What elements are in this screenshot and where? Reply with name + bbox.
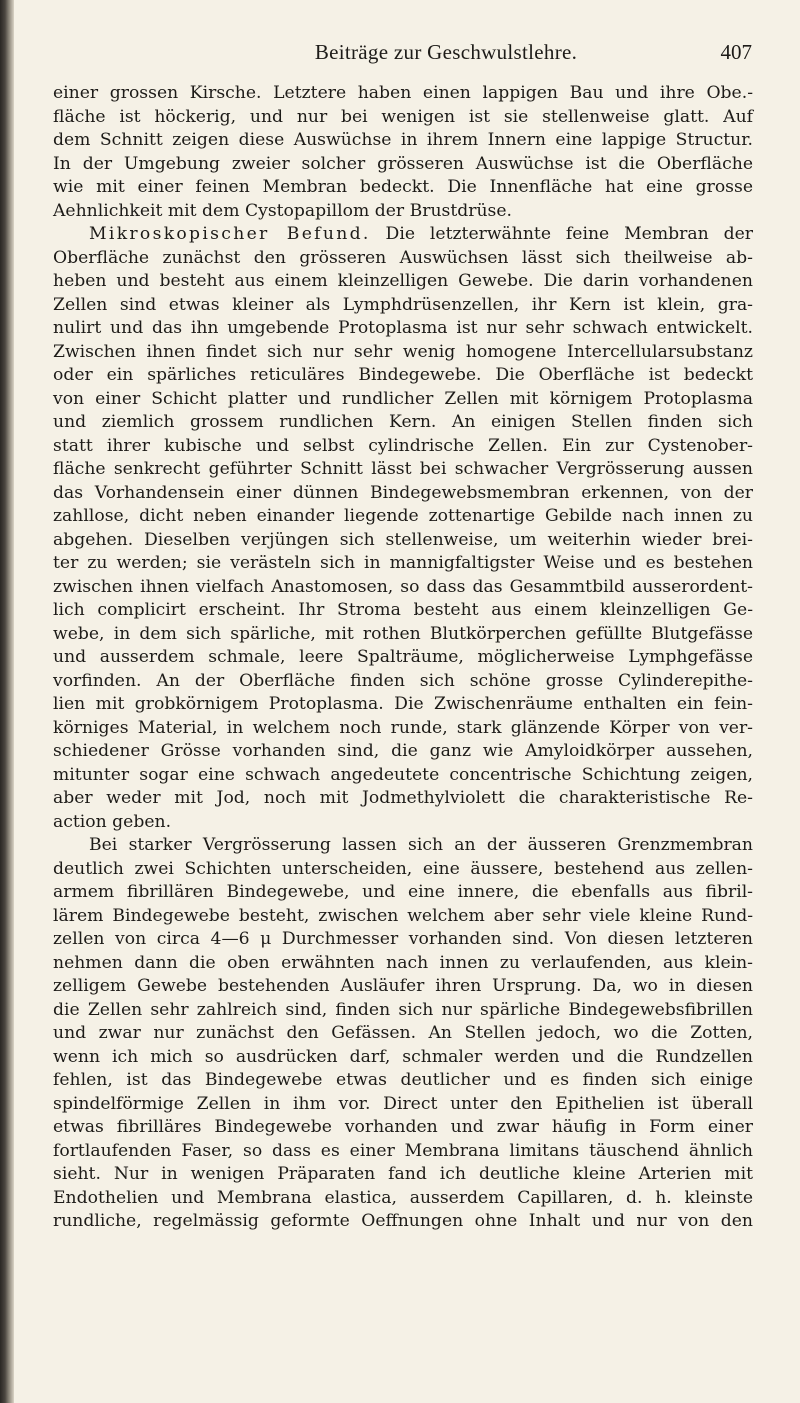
text-line: wie mit einer feinen Membran bedeckt. Die Innenfläche hat eine grosse [53, 177, 753, 197]
text-line: webe, in dem sich spärliche, mit rothen Blutkörperchen gefüllte Blutgefässe [53, 623, 753, 644]
text-line: etwas fibrilläres Bindegewebe vorhanden und zwar häufig in Form einer [53, 1117, 753, 1137]
text-line: sieht. Nur in wenigen Präparaten fand ich deutliche kleine Arterien mit [53, 1164, 753, 1184]
text-line: Oberfläche zunächst den grösseren Auswüchsen lässt sich theilweise ab- [53, 247, 753, 268]
text-line: zellen von circa 4—6 μ Durchmesser vorhanden sind. Von diesen letzteren [53, 929, 753, 949]
text-line-section-start [53, 223, 753, 247]
text-line: fläche ist höckerig, und nur bei wenigen ist sie stellenweise glatt. Auf [53, 106, 753, 127]
text-line: die Zellen sehr zahlreich sind, finden sich nur spärliche Bindegewebsfibrillen [53, 999, 753, 1020]
text-line: Zellen sind etwas kleiner als Lymphdrüsenzellen, ihr Kern ist klein, gra- [53, 294, 753, 315]
text-line: statt ihrer kubische und selbst cylindrische Zellen. Ein zur Cystenober- [53, 435, 753, 456]
page-number: 407 [720, 40, 752, 64]
text-line: dem Schnitt zeigen diese Auswüchse in ihrem Innern eine lappige Structur. [53, 130, 753, 150]
text-line: armem fibrillären Bindegewebe, und eine innere, die ebenfalls aus fibril- [53, 882, 753, 902]
text-line: einer grossen Kirsche. Letztere haben einen lappigen Bau und ihre Obe.- [53, 83, 753, 103]
text-line: zahllose, dicht neben einander liegende zottenartige Gebilde nach innen zu [53, 506, 753, 526]
text-line: nulirt und das ihn umgebende Protoplasma ist nur sehr schwach entwickelt. [53, 318, 753, 338]
text-line: Aehnlichkeit mit dem Cystopapillom der Brustdrüse. [53, 200, 512, 221]
text-line: von einer Schicht platter und rundlicher Zellen mit körnigem Protoplasma [53, 388, 753, 409]
text-line: fortlaufenden Faser, so dass es einer Membrana limitans täuschend ähnlich [53, 1140, 753, 1161]
text-line: ter zu werden; sie verästeln sich in mannigfaltigster Weise und es bestehen [53, 553, 753, 573]
text-line: und ausserdem schmale, leere Spalträume, möglicherweise Lymphgefässe [53, 647, 753, 667]
text-line: In der Umgebung zweier solcher grösseren Auswüchse ist die Oberfläche [53, 153, 753, 174]
text-line: zwischen ihnen vielfach Anastomosen, so dass das Gesammtbild ausserordent- [53, 576, 753, 597]
text-line: spindelförmige Zellen in ihm vor. Direct unter den Epithelien ist überall [53, 1093, 753, 1114]
text-line: aber weder mit Jod, noch mit Jodmethylviolett die charakteristische Re- [53, 788, 753, 808]
text-line [53, 1234, 753, 1258]
text-line: action geben. [53, 811, 172, 832]
text-line: fehlen, ist das Bindegewebe etwas deutlicher und es finden sich einige [53, 1070, 753, 1090]
text-line: oder ein spärliches reticuläres Bindegewebe. Die Oberfläche ist bedeckt [53, 365, 753, 385]
text-line: lich complicirt erscheint. Ihr Stroma besteht aus einem kleinzelligen Ge- [53, 600, 753, 620]
text-line: und zwar nur zunächst den Gefässen. An Stellen jedoch, wo die Zotten, [53, 1023, 753, 1043]
text-line: körniges Material, in welchem noch runde, stark glänzende Körper von ver- [53, 717, 753, 738]
running-header [140, 40, 752, 76]
text-line: vorfinden. An der Oberfläche finden sich schöne grosse Cylinderepithe- [53, 670, 753, 691]
text-line: und ziemlich grossem rundlichen Kern. An einigen Stellen finden sich [53, 412, 753, 432]
text-line: lien mit grobkörnigem Protoplasma. Die Zwischenräume enthalten ein fein- [53, 694, 753, 714]
text-line: rundliche, regelmässig geformte Oeffnungen ohne Inhalt und nur von den [53, 1211, 753, 1231]
text-line-continuation: Die letzterwähnte feine Membran der [385, 224, 753, 244]
text-line: lärem Bindegewebe besteht, zwischen welchem aber sehr viele kleine Rund- [53, 905, 753, 926]
text-line: nehmen dann die oben erwähnten nach innen zu verlaufenden, aus klein- [53, 952, 753, 973]
text-line: mitunter sogar eine schwach angedeutete concentrische Schichtung zeigen, [53, 764, 753, 785]
book-binding-edge [0, 0, 14, 1403]
text-line: das Vorhandensein einer dünnen Bindegewebsmembran erkennen, von der [53, 482, 753, 503]
section-heading-mikroskopischer-befund: Mikroskopischer Befund. [89, 224, 371, 244]
text-line: deutlich zwei Schichten unterscheiden, eine äussere, bestehend aus zellen- [53, 858, 753, 879]
text-line: heben und besteht aus einem kleinzelligen Gewebe. Die darin vorhandenen [53, 271, 753, 291]
body-text [53, 82, 753, 1257]
text-line: fläche senkrecht geführter Schnitt lässt bei schwacher Vergrösserung aussen [53, 459, 753, 479]
text-line: zelligem Gewebe bestehenden Ausläufer ihren Ursprung. Da, wo in diesen [53, 976, 753, 996]
text-line: Zwischen ihnen findet sich nur sehr wenig homogene Intercellularsubstanz [53, 341, 753, 362]
text-line: wenn ich mich so ausdrücken darf, schmaler werden und die Rundzellen [53, 1046, 753, 1067]
text-line: abgehen. Dieselben verjüngen sich stellenweise, um weiterhin wieder brei- [53, 529, 753, 550]
text-line: Bei starker Vergrösserung lassen sich an der äusseren Grenzmembran [89, 835, 753, 855]
text-line: schiedener Grösse vorhanden sind, die ganz wie Amyloidkörper aussehen, [53, 741, 753, 761]
running-title: Beiträge zur Geschwulstlehre. [314, 40, 578, 64]
text-line: Endothelien und Membrana elastica, ausserdem Capillaren, d. h. kleinste [53, 1187, 753, 1208]
